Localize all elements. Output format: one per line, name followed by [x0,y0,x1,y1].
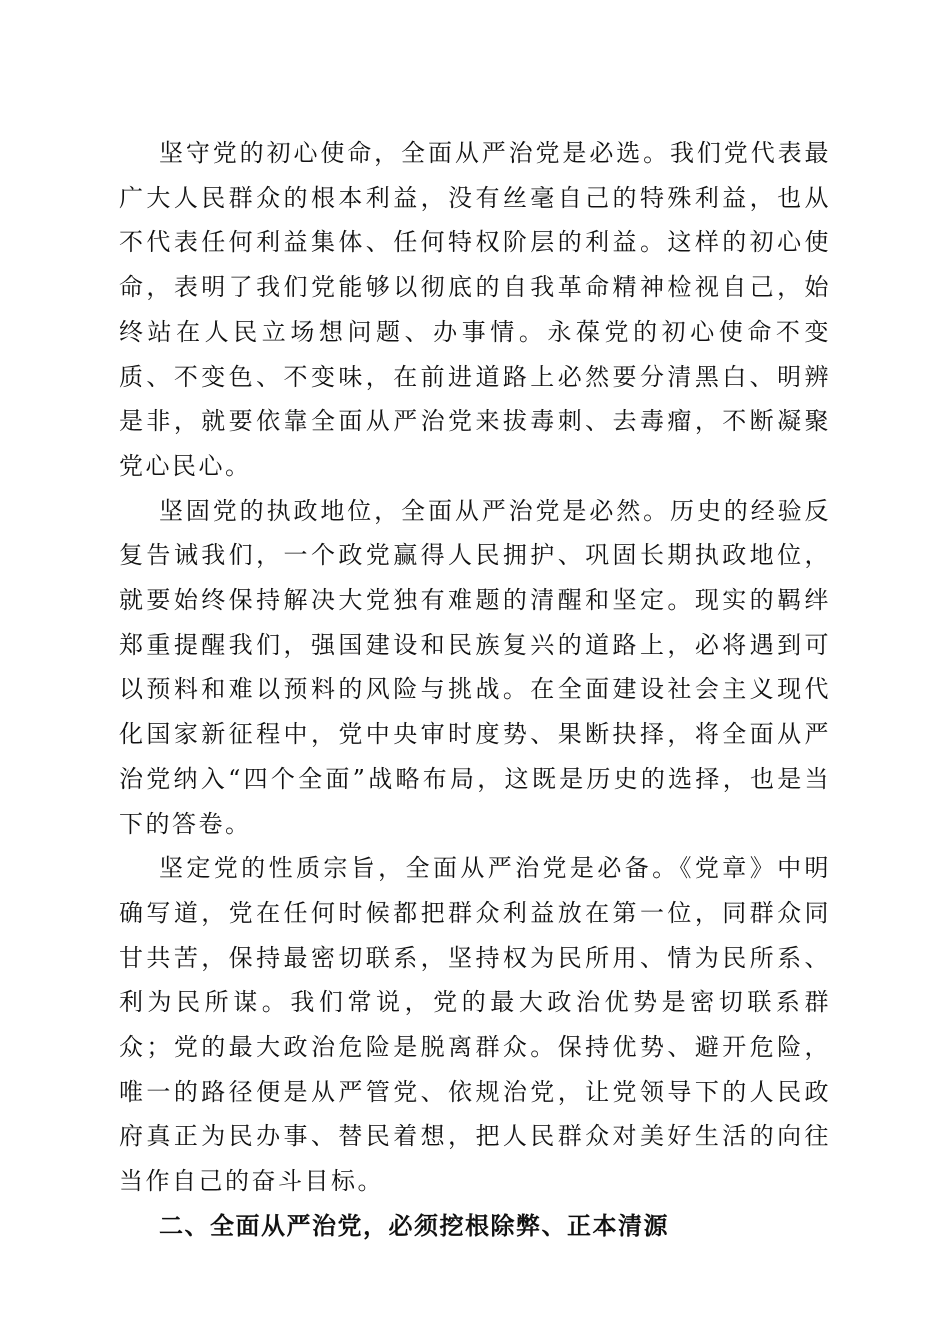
paragraph-2: 坚固党的执政地位，全面从严治党是必然。历史的经验反复告诫我们，一个政党赢得人民拥护、巩固长期执政地位，就要始终保持解决大党独有难题的清醒和坚定。现实的羁绊郑重提醒我们，强国建设和民族复兴的道路上，必将遇到可以预料和难以预料的风险与挑战。在全面建设社会主义现代化国家新征程中，党中央审时度势、果断抉择，将全面从严治党纳入“四个全面”战略布局，这既是历史的选择，也是当下的答卷。 [119,496,831,838]
paragraph-1: 坚守党的初心使命，全面从严治党是必选。我们党代表最广大人民群众的根本利益，没有丝毫自己的特殊利益，也从不代表任何利益集体、任何特权阶层的利益。这样的初心使命，表明了我们党能够以彻底的自我革命精神检视自己，始终站在人民立场想问题、办事情。永葆党的初心使命不变质、不变色、不变味，在前进道路上必然要分清黑白、明辨是非，就要依靠全面从严治党来拔毒刺、去毒瘤，不断凝聚党心民心。 [119,139,831,480]
document-body [119,131,831,1249]
paragraph-3: 坚定党的性质宗旨，全面从严治党是必备。《党章》中明确写道，党在任何时候都把群众利益放在第一位，同群众同甘共苦，保持最密切联系，坚持权为民所用、情为民所系、利为民所谋。我们常说，党的最大政治优势是密切联系群众；党的最大政治危险是脱离群众。保持优势、避开危险，唯一的路径便是从严管党、依规治党，让党领导下的人民政府真正为民办事、替民着想，把人民群众对美好生活的向往当作自己的奋斗目标。 [119,854,831,1196]
section-heading: 二、全面从严治党，必须挖根除弊、正本清源 [159,1211,669,1240]
